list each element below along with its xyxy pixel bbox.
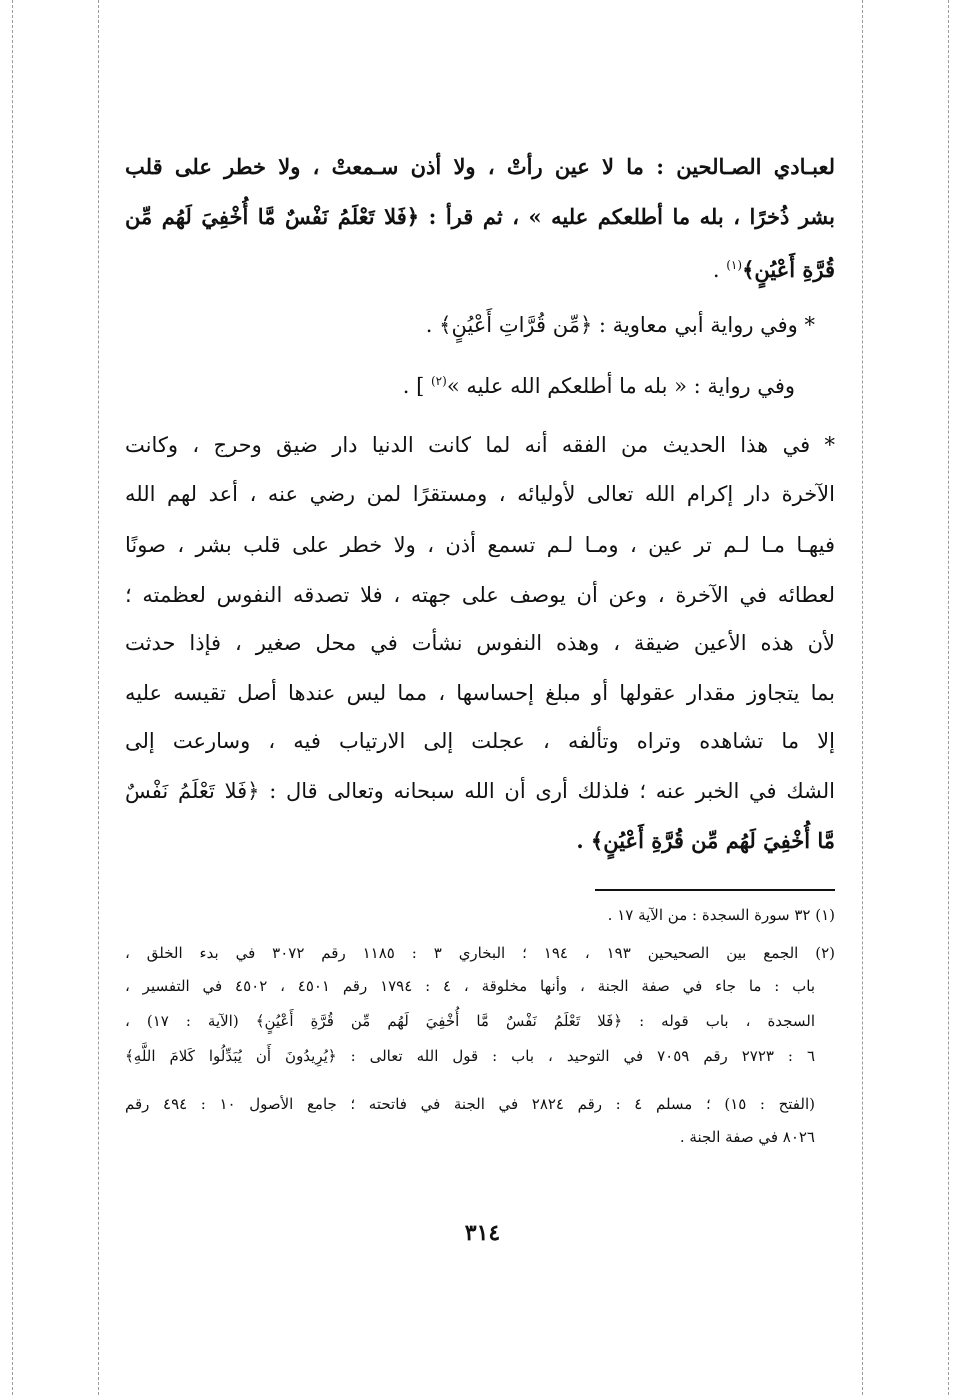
footnote-2-line: ٦ : ٢٧٢٣ رقم ٧٠٥٩ في التوحيد ، باب : قول الله تعالى : ﴿يُرِيدُونَ أَن يُبَدِّلُوا كَلامَ اللَّهِ﴾: [125, 1047, 815, 1065]
line-end-mark: ] .: [402, 374, 431, 398]
footnote-2: (٢) الجمع بين الصحيحين ١٩٣ ، ١٩٤ ؛ البخاري ٣ : ١١٨٥ رقم ٣٠٧٢ في بدء الخلق ،: [125, 944, 835, 962]
footnote-2-line: السجدة ، باب قوله : ﴿فَلا تَعْلَمُ نَفْسٌ مَّا أُخْفِيَ لَهُم مِّن قُرَّةِ أَعْيُنٍ﴾ (الآية : ١٧) ،: [125, 1012, 815, 1030]
riwaya-note: [125, 364, 795, 403]
footnote-1: (١) ٣٢ سورة السجدة : من الآية ١٧ .: [607, 906, 835, 924]
scan-edge-line: [12, 0, 13, 1395]
scan-edge-line: [948, 0, 949, 1395]
footnote-separator: [595, 889, 835, 891]
commentary-line: فيهـا مـا لـم تر عين ، ومـا لـم تسمع أذن ، ولا خطر على قلب بشر ، صونًا: [125, 533, 835, 557]
scan-edge-line: [98, 0, 99, 1395]
line-end-mark: .: [712, 258, 727, 282]
quran-quote: قُرَّةِ أَعْيُنٍ﴾: [742, 257, 835, 282]
commentary-line: الشك في الخبر عنه ؛ فلذلك أرى أن الله سبحانه وتعالى قال : ﴿فَلا تَعْلَمُ نَفْسٌ: [125, 779, 835, 803]
scan-edge-line: [862, 0, 863, 1395]
riwaya-note: * وفي رواية أبي معاوية : ﴿مِّن قُرَّاتِ أَعْيُنٍ﴾ .: [425, 313, 815, 337]
hadith-line: لعبـادي الصـالحين : ما لا عين رأتْ ، ولا أذن سـمعتْ ، ولا خطر على قلب: [125, 154, 835, 179]
commentary-line: بما يتجاوز مقدار عقولها أو مبلغ إحساسها ، مما ليس عندها أصل تقيسه عليه: [125, 681, 835, 705]
hadith-line-end: [125, 248, 835, 287]
riwaya-text: وفي رواية : « بله ما أطلعكم الله عليه »: [446, 374, 795, 398]
commentary-line: لأن هذه الأعين ضيقة ، وهذه النفوس نشأت في محل صغير ، فإذا حدثت: [125, 631, 835, 655]
commentary-line: مَّا أُخْفِيَ لَهُم مِّن قُرَّةِ أَعْيُنٍ﴾ .: [576, 828, 835, 853]
commentary-line: * في هذا الحديث من الفقه أنه لما كانت الدنيا دار ضيق وحرج ، وكانت: [125, 433, 835, 457]
footnote-2-line: ٨٠٢٦ في صفة الجنة .: [679, 1128, 815, 1146]
page-number: ٣١٤: [464, 1220, 501, 1246]
footnote-ref: (١): [726, 258, 743, 272]
hadith-line: بشر ذُخرًا ، بله ما أطلعكم عليه » ، ثم قرأ : ﴿فَلا تَعْلَمُ نَفْسٌ مَّا أُخْفِيَ لَهُم مِّن: [125, 204, 835, 229]
footnote-2-line: (الفتح : ١٥) ؛ مسلم ٤ : رقم ٢٨٢٤ في الجنة في فاتحته ؛ جامع الأصول ١٠ : ٤٩٤ رقم: [125, 1095, 815, 1113]
footnote-ref: (٢): [430, 374, 447, 388]
footnote-2-line: باب : ما جاء في صفة الجنة ، وأنها مخلوقة ، ٤ : ١٧٩٤ رقم ٤٥٠١ ، ٤٥٠٢ في التفسير ،: [125, 977, 816, 995]
commentary-line: إلا ما تشاهده وتراه وتألفه ، عجلت إلى الارتياب فيه ، وسارعت إلى: [125, 729, 835, 753]
commentary-line: الآخرة دار إكرام الله تعالى لأوليائه ، ومستقرًا لمن رضي عنه ، أعد لهم الله: [125, 482, 835, 506]
commentary-line: لعطائه في الآخرة ، وعن أن يوصف على جهته ، فلا تصدقه النفوس لعظمته ؛: [125, 583, 835, 607]
